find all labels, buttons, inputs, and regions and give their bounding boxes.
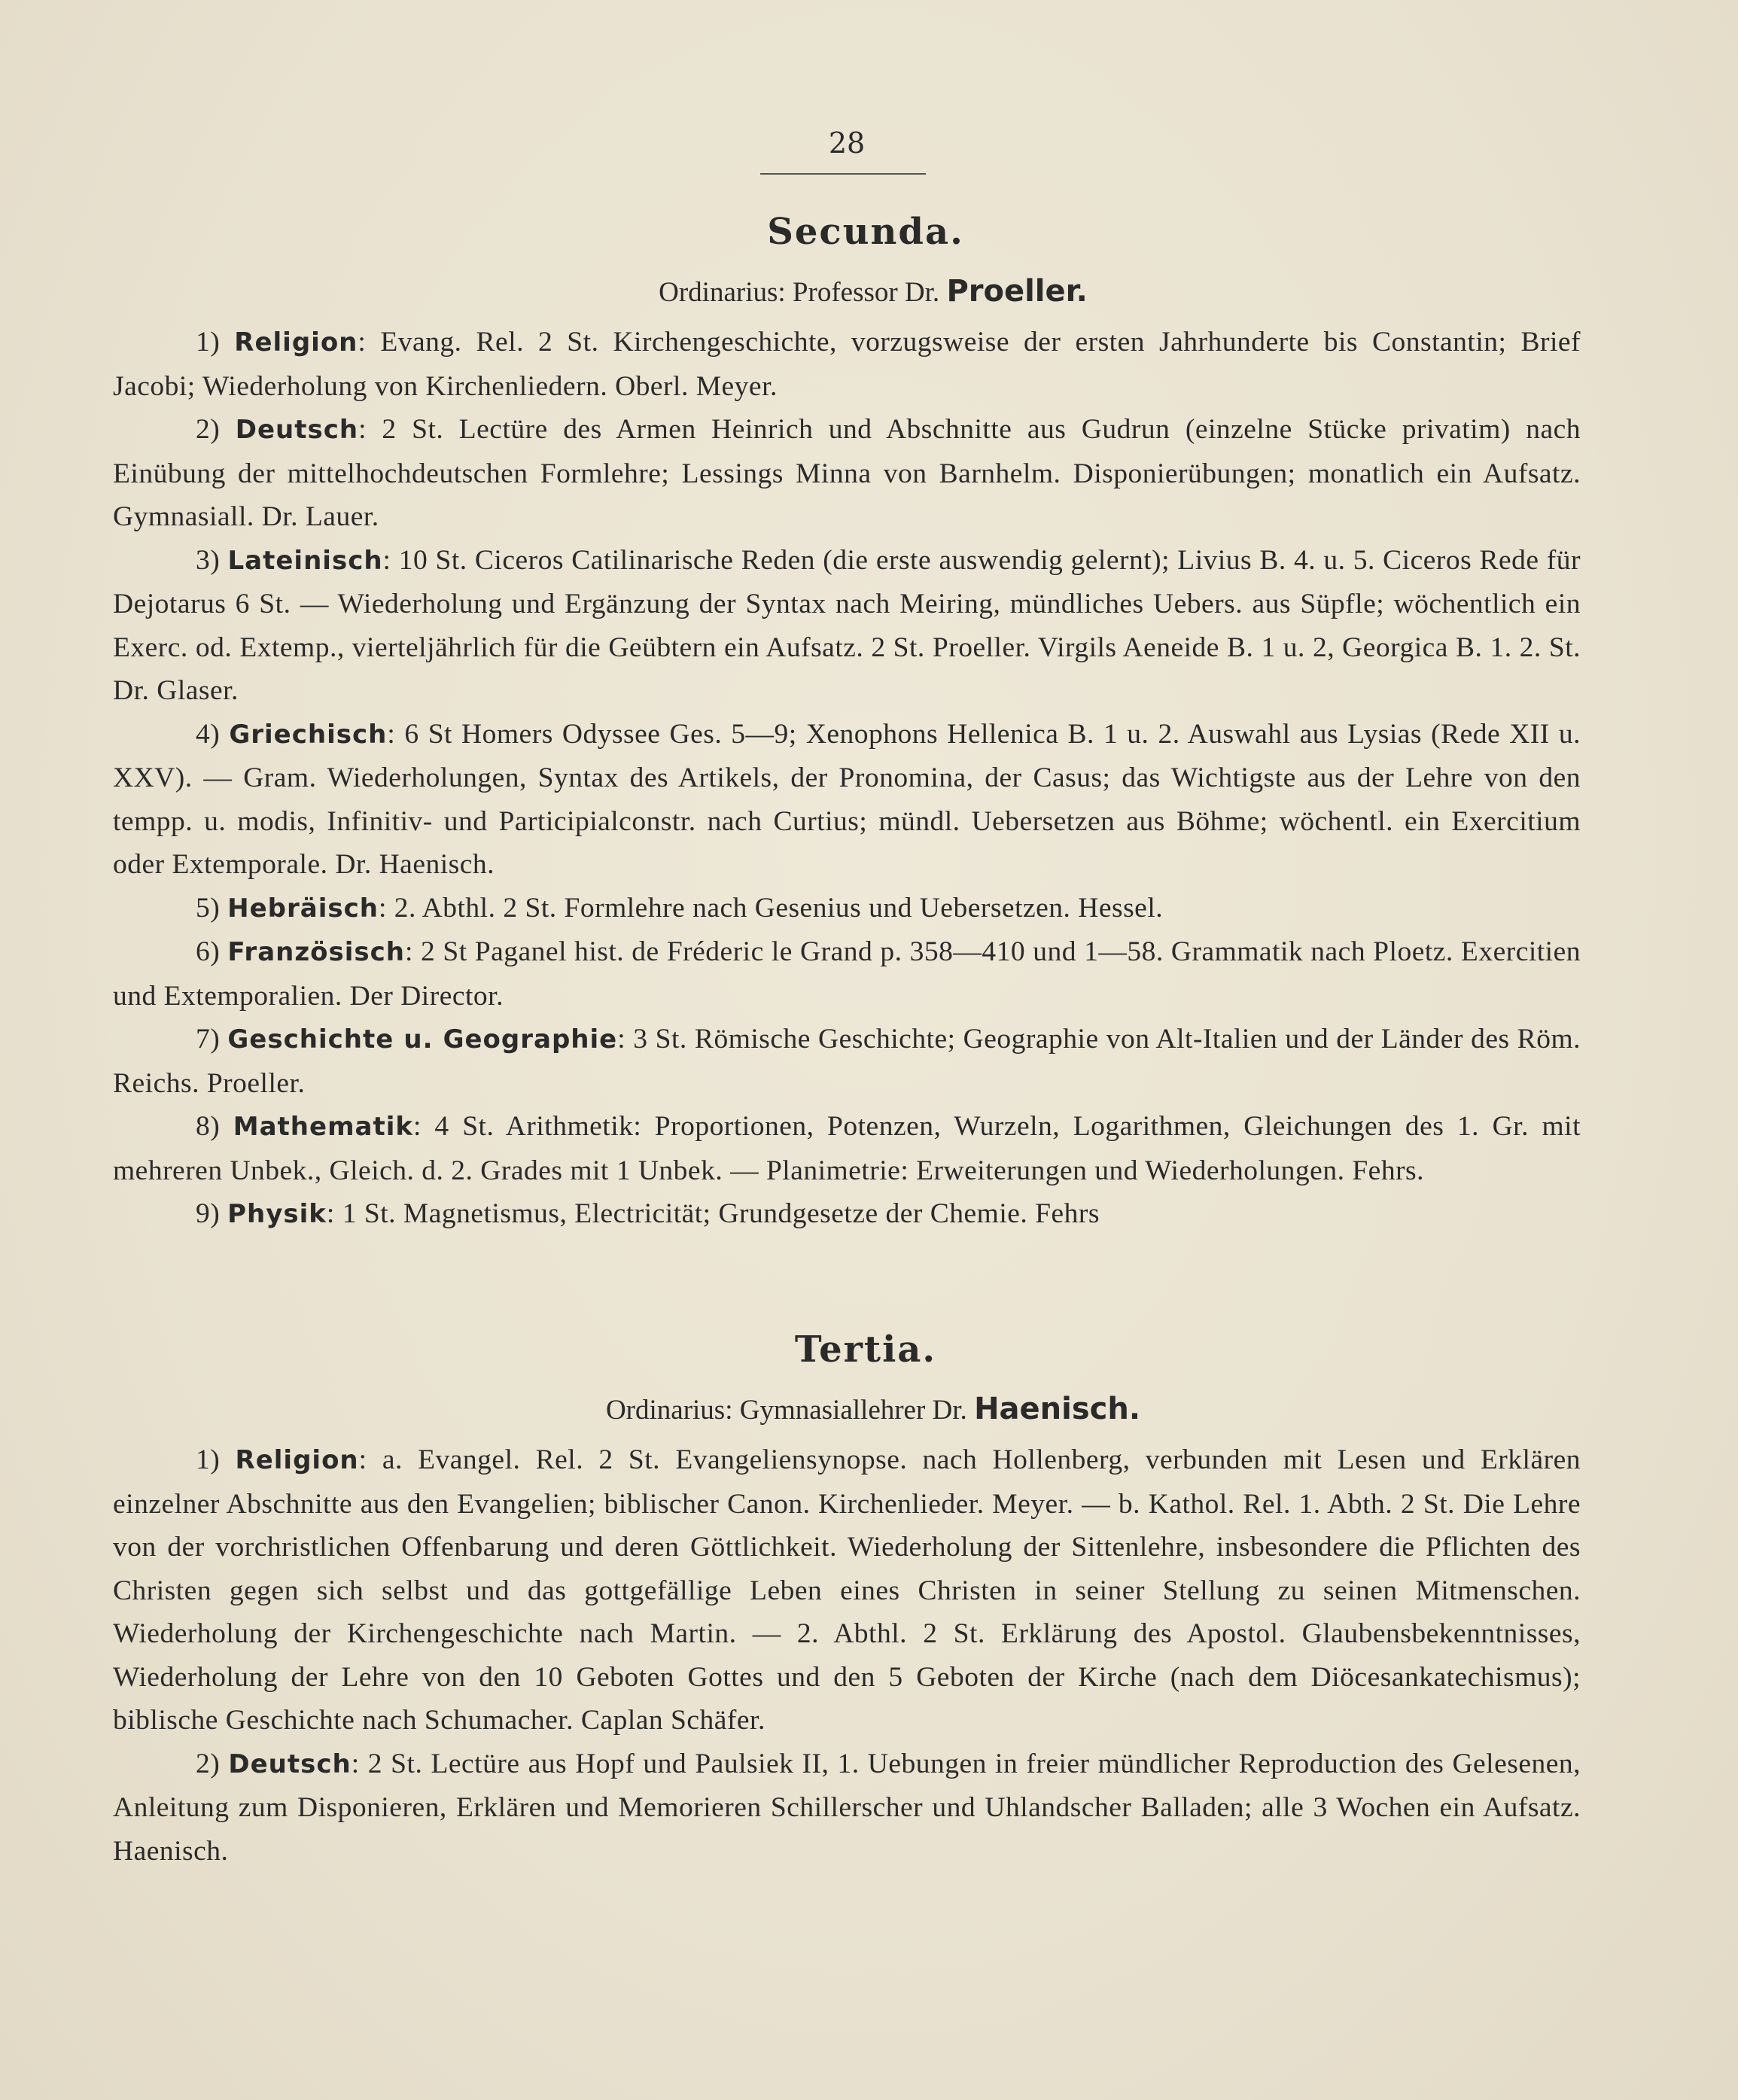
entry-text: : 4 St. Arithmetik: Proportionen, Potenzen, Wurzeln, Logarithmen, Gleichungen des 1. Gr. mit mehreren Unbek., Gleich. d. 2. Grades mit 1 Unbek. — Planimetrie: Erweiterungen und Wiederholungen. Fehrs. — [113, 1111, 1581, 1186]
entry-subject: Französisch — [227, 937, 405, 967]
entry-number: 7) — [196, 1024, 221, 1055]
entry-text: : a. Evangel. Rel. 2 St. Evangeliensynopse. nach Hollenberg, verbunden mit Lesen und Erklären einzelner Abschnitte aus den Evangelien; biblischer Canon. Kirchenlieder. Meyer. — b. Kathol. Rel. 1. Abth. 2 St. Die Lehre von der vorchristlichen Offenbarung und deren Göttlichkeit. Wiederholung der Sittenlehre, insbesondere die Pflichten des Christen gegen sich selbst und das gottgefällige Leben eines Christen in seiner Stellung zu seinen Mitmenschen. Wiederholung der Kirchengeschichte nach Martin. — 2. Abthl. 2 St. Erklärung des Apostol. Glaubensbekenntnisses, Wiederholung der Lehre von den 10 Geboten Gottes und den 5 Geboten der Kirche (nach dem Diöcesankatechismus); biblische Geschichte nach Schumacher. Caplan Schäfer. — [113, 1444, 1581, 1736]
ordinarius-rank: Professor Dr. — [792, 277, 940, 308]
section-title: Tertia. — [794, 1328, 937, 1371]
entry-number: 8) — [196, 1111, 221, 1142]
entry-text: : Evang. Rel. 2 St. Kirchengeschichte, vorzugsweise der ersten Jahrhunderte bis Constantin; Brief Jacobi; Wiederholung von Kirchenliedern. Oberl. Meyer. — [113, 327, 1581, 402]
entry-subject: Religion — [235, 1445, 359, 1475]
entry-lateinisch — [113, 539, 1581, 713]
entry-text: : 1 St. Magnetismus, Electricität; Grundgesetze der Chemie. Fehrs — [326, 1198, 1100, 1229]
entry-subject: Deutsch — [235, 415, 359, 445]
entry-subject: Deutsch — [228, 1748, 352, 1779]
entry-number: 2) — [196, 1748, 221, 1779]
entry-physik — [113, 1192, 1581, 1237]
section-title: Secunda. — [767, 211, 964, 253]
entry-subject: Griechisch — [229, 719, 388, 750]
entry-deutsch — [113, 1742, 1581, 1873]
entry-text: : 2 St Paganel hist. de Fréderic le Grand p. 358—410 und 1—58. Grammatik nach Ploetz. Exercitien und Extemporalien. Der Director. — [113, 936, 1581, 1012]
entry-geschichte — [113, 1018, 1581, 1105]
entry-list — [113, 321, 1581, 1237]
page-number: 28 — [828, 126, 866, 160]
entry-griechisch — [113, 713, 1581, 887]
page-number-rule — [760, 173, 926, 175]
ordinarius-label: Ordinarius: — [659, 277, 786, 308]
entry-number: 2) — [196, 414, 221, 445]
entry-religion — [113, 1438, 1581, 1742]
entry-subject: Lateinisch — [227, 545, 383, 576]
ordinarius-line — [113, 274, 1581, 309]
entry-subject: Physik — [227, 1199, 327, 1229]
entry-number: 1) — [196, 1444, 221, 1475]
section-secunda — [113, 211, 1581, 1237]
entry-number: 4) — [196, 718, 221, 750]
entry-subject: Religion — [234, 327, 358, 358]
entry-text: : 2. Abthl. 2 St. Formlehre nach Gesenius und Uebersetzen. Hessel. — [378, 892, 1164, 924]
entry-list — [113, 1438, 1581, 1873]
entry-text: : 2 St. Lectüre aus Hopf und Paulsiek II, 1. Uebungen in freier mündlicher Reproduction des Gelesenen, Anleitung zum Disponieren, Erklären und Memorieren Schillerscher und Uhlandscher Balladen; alle 3 Wochen ein Aufsatz. Haenisch. — [113, 1748, 1581, 1867]
entry-text: : 3 St. Römische Geschichte; Geographie von Alt-Italien und der Länder des Röm. Reichs. Proeller. — [113, 1024, 1581, 1099]
entry-religion — [113, 321, 1581, 408]
entry-subject: Mathematik — [233, 1112, 413, 1142]
entry-mathematik — [113, 1105, 1581, 1192]
entry-text: : 2 St. Lectüre des Armen Heinrich und Abschnitte aus Gudrun (einzelne Stücke privatim) nach Einübung der mittelhochdeutschen Formlehre; Lessings Minna von Barnhelm. Disponierübungen; monatlich ein Aufsatz. Gymnasiall. Dr. Lauer. — [113, 414, 1581, 532]
entry-number: 5) — [196, 892, 221, 924]
ordinarius-rank: Gymnasiallehrer Dr. — [739, 1395, 967, 1426]
ordinarius-label: Ordinarius: — [605, 1395, 733, 1426]
entry-franzoesisch — [113, 930, 1581, 1018]
section-tertia — [113, 1328, 1581, 1873]
entry-number: 3) — [196, 544, 221, 576]
ordinarius-name: Proeller. — [946, 274, 1088, 309]
entry-deutsch — [113, 408, 1581, 539]
entry-number: 6) — [196, 936, 221, 967]
entry-subject: Geschichte u. Geographie — [227, 1024, 618, 1055]
entry-text: : 10 St. Ciceros Catilinarische Reden (die erste auswendig gelernt); Livius B. 4. u. 5. Ciceros Rede für Dejotarus 6 St. — Wiederholung und Ergänzung der Syntax nach Meiring, mündliches Uebers. aus Süpfle; wöchentlich ein Exerc. od. Extemp., vierteljährlich für die Geübtern ein Aufsatz. 2 St. Proeller. Virgils Aeneide B. 1 u. 2, Georgica B. 1. 2. St. Dr. Glaser. — [113, 544, 1581, 706]
entry-number: 1) — [196, 327, 221, 358]
ordinarius-line — [113, 1392, 1581, 1426]
ordinarius-name: Haenisch. — [974, 1392, 1141, 1426]
entry-text: : 6 St Homers Odyssee Ges. 5—9; Xenophons Hellenica B. 1 u. 2. Auswahl aus Lysias (Rede XII u. XXV). — Gram. Wiederholungen, Syntax des Artikels, der Pronomina, der Casus; das Wichtigste aus der Lehre von den tempp. u. modis, Infinitiv- und Participialconstr. nach Curtius; mündl. Uebersetzen aus Böhme; wöchentl. ein Exercitium oder Extemporale. Dr. Haenisch. — [113, 718, 1581, 880]
entry-hebraeisch — [113, 887, 1581, 931]
entry-number: 9) — [196, 1198, 221, 1229]
entry-subject: Hebräisch — [227, 893, 379, 924]
